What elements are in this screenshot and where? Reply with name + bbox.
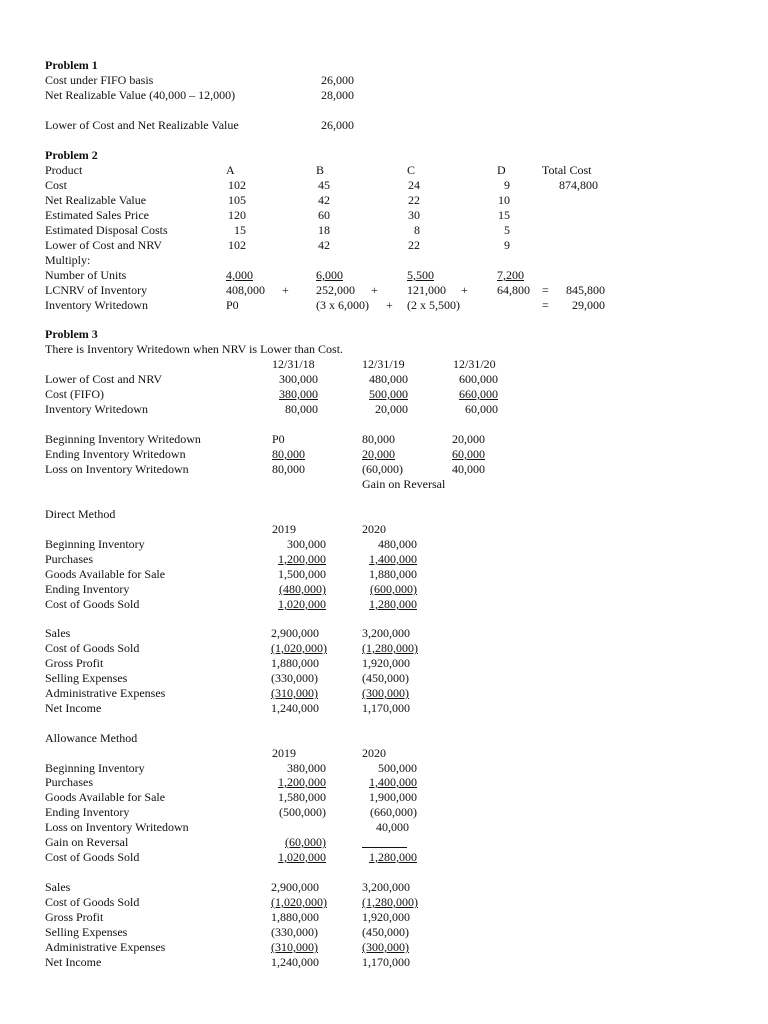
p2-units-c: 5,500 (407, 268, 434, 282)
p3-cell: 80,000 (272, 462, 305, 476)
allowance-cogs-cell: 380,000 (287, 761, 326, 775)
p3-row-label: Loss on Inventory Writedown (45, 462, 189, 476)
direct-cogs-text: 1,020,000 (278, 597, 326, 611)
p3-cell: 80,000 (362, 432, 395, 446)
direct-income-cell: 1,170,000 (362, 701, 410, 715)
p2-cell-a: 102 (228, 178, 246, 192)
direct-cogs-cell: 300,000 (287, 537, 326, 551)
allowance-cogs-label: Cost of Goods Sold (45, 850, 140, 864)
allowance-income-cell: (450,000) (362, 925, 409, 939)
p2-cell-c: 22 (408, 193, 420, 207)
direct-cogs-text: (600,000) (370, 582, 417, 596)
allowance-cogs-label: Gain on Reversal (45, 835, 129, 849)
direct-cogs-cell: 1,880,000 (369, 567, 417, 581)
allowance-income-label: Net Income (45, 955, 102, 969)
direct-cogs-cell (250, 597, 326, 611)
allowance-cogs-cell: (660,000) (370, 805, 417, 819)
p2-cell-a: 102 (228, 238, 246, 252)
p2-row-label: Estimated Sales Price (45, 208, 149, 222)
p3-cell (350, 387, 408, 401)
p3-cell-text: 660,000 (459, 387, 498, 401)
allowance-cogs-cell (250, 850, 326, 864)
p2-units-a: 4,000 (226, 268, 253, 282)
allowance-income-cell: (1,020,000) (271, 895, 327, 909)
direct-cogs-cell: 1,500,000 (278, 567, 326, 581)
p2-header-c: C (407, 163, 416, 177)
allowance-cogs-label: Ending Inventory (45, 805, 130, 819)
direct-income-cell: 1,920,000 (362, 656, 410, 670)
direct-income-label: Gross Profit (45, 656, 104, 670)
p3-cell: 20,000 (452, 432, 485, 446)
p2-header-total: Total Cost (542, 163, 592, 177)
p1-value-nrv: 28,000 (321, 88, 354, 102)
allowance-cogs-label: Purchases (45, 775, 93, 789)
allowance-income-label: Gross Profit (45, 910, 104, 924)
p2-cell-d: 9 (504, 238, 510, 252)
p3-row-label: Inventory Writedown (45, 402, 148, 416)
allowance-cogs-label: Loss on Inventory Writedown (45, 820, 189, 834)
p3-intro-text: There is Inventory Writedown when NRV is Lower than Cost. (45, 342, 344, 356)
p3-row-label: Beginning Inventory Writedown (45, 432, 201, 446)
p2-lcnrv-a: 408,000 (226, 283, 265, 297)
direct-year-header: 2020 (362, 522, 386, 536)
allowance-cogs-cell: (500,000) (279, 805, 326, 819)
p2-cell-b: 45 (318, 178, 330, 192)
p2-writedown-a: P0 (226, 298, 239, 312)
direct-income-cell: 2,900,000 (271, 626, 319, 640)
p1-label-nrv: Net Realizable Value (40,000 – 12,000) (45, 88, 236, 102)
p2-lcnrv-c: 121,000 (407, 283, 446, 297)
direct-income-cell: (310,000) (271, 686, 318, 700)
allowance-income-cell: (1,280,000) (362, 895, 418, 909)
direct-income-cell: 3,200,000 (362, 626, 410, 640)
direct-cogs-cell (341, 582, 417, 596)
p2-header-d: D (497, 163, 506, 177)
allowance-income-label: Administrative Expenses (45, 940, 166, 954)
allowance-cogs-text: 1,200,000 (278, 775, 326, 789)
p2-plus-sign: + (282, 283, 289, 297)
p2-header-a: A (226, 163, 235, 177)
p2-cell-b: 42 (318, 193, 330, 207)
allowance-cogs-cell: 1,580,000 (278, 790, 326, 804)
direct-cogs-cell (341, 597, 417, 611)
p3-cell (440, 387, 498, 401)
direct-income-cell: (300,000) (362, 686, 409, 700)
p3-cell: 60,000 (452, 447, 485, 461)
direct-cogs-label: Cost of Goods Sold (45, 597, 140, 611)
direct-method-title: Direct Method (45, 507, 116, 521)
p2-cell-c: 8 (414, 223, 420, 237)
p2-writedown-b: (3 x 6,000) (316, 298, 369, 312)
p3-date-header: 12/31/20 (453, 357, 496, 371)
p2-writedown-label: Inventory Writedown (45, 298, 148, 312)
p2-lcnrv-d: 64,800 (497, 283, 530, 297)
p3-row-label: Ending Inventory Writedown (45, 447, 186, 461)
p3-cell: 80,000 (272, 447, 305, 461)
p3-row-label: Lower of Cost and NRV (45, 372, 163, 386)
direct-income-cell: 1,240,000 (271, 701, 319, 715)
direct-cogs-label: Ending Inventory (45, 582, 130, 596)
direct-income-cell: (450,000) (362, 671, 409, 685)
allowance-cogs-label: Beginning Inventory (45, 761, 145, 775)
allowance-cogs-cell (341, 775, 417, 789)
p3-cell-text: 380,000 (279, 387, 318, 401)
direct-income-cell: (1,280,000) (362, 641, 418, 655)
p2-units-b: 6,000 (316, 268, 343, 282)
p3-date-header: 12/31/18 (272, 357, 315, 371)
direct-income-label: Selling Expenses (45, 671, 128, 685)
p1-value-fifo: 26,000 (321, 73, 354, 87)
direct-cogs-label: Purchases (45, 552, 93, 566)
direct-income-cell: (1,020,000) (271, 641, 327, 655)
blank-underline (362, 847, 407, 848)
p2-units-d: 7,200 (497, 268, 524, 282)
p2-cell-b: 42 (318, 238, 330, 252)
p3-cell (260, 387, 318, 401)
allowance-income-cell: (300,000) (362, 940, 409, 954)
p2-plus-sign: + (461, 283, 468, 297)
p2-cell-d: 9 (504, 178, 510, 192)
p3-cell: 40,000 (452, 462, 485, 476)
p2-lcnrv-total: 845,800 (566, 283, 605, 297)
p2-cell-c: 24 (408, 178, 420, 192)
p2-equals-sign: = (542, 283, 549, 297)
p2-cell-b: 60 (318, 208, 330, 222)
p2-row-label: Estimated Disposal Costs (45, 223, 168, 237)
allowance-cogs-cell: 500,000 (378, 761, 417, 775)
p2-cell-a: 15 (234, 223, 246, 237)
p2-lcnrv-label: LCNRV of Inventory (45, 283, 148, 297)
direct-cogs-text: 1,280,000 (369, 597, 417, 611)
p2-row-label: Lower of Cost and NRV (45, 238, 163, 252)
allowance-income-cell: 1,880,000 (271, 910, 319, 924)
direct-cogs-label: Beginning Inventory (45, 537, 145, 551)
allowance-year-header: 2020 (362, 746, 386, 760)
allowance-cogs-cell (250, 835, 326, 849)
p3-cell-text: 500,000 (369, 387, 408, 401)
p2-cell-c: 30 (408, 208, 420, 222)
direct-cogs-cell (250, 582, 326, 596)
allowance-income-cell: 1,170,000 (362, 955, 410, 969)
p1-value-lcnrv: 26,000 (321, 118, 354, 132)
allowance-cogs-label: Goods Available for Sale (45, 790, 166, 804)
p2-header-b: B (316, 163, 325, 177)
p3-cell: 20,000 (362, 447, 395, 461)
p2-plus-sign: + (386, 298, 393, 312)
allowance-income-cell: 2,900,000 (271, 880, 319, 894)
p2-cell-c: 22 (408, 238, 420, 252)
p2-cell-d: 5 (504, 223, 510, 237)
p3-cell: P0 (272, 432, 285, 446)
allowance-cogs-cell (341, 850, 417, 864)
direct-cogs-text: 1,400,000 (369, 552, 417, 566)
p2-cell-d: 10 (498, 193, 510, 207)
allowance-income-cell: (330,000) (271, 925, 318, 939)
p3-gain-note: Gain on Reversal (362, 477, 446, 491)
p2-row-label: Net Realizable Value (45, 193, 147, 207)
allowance-income-cell: (310,000) (271, 940, 318, 954)
p3-cell: (60,000) (362, 462, 403, 476)
direct-income-cell: 1,880,000 (271, 656, 319, 670)
allowance-income-cell: 1,920,000 (362, 910, 410, 924)
direct-cogs-text: 1,200,000 (278, 552, 326, 566)
p1-label-fifo: Cost under FIFO basis (45, 73, 154, 87)
allowance-income-label: Selling Expenses (45, 925, 128, 939)
p3-cell: 300,000 (279, 372, 318, 386)
p3-cell: 60,000 (465, 402, 498, 416)
allowance-cogs-text: 1,020,000 (278, 850, 326, 864)
allowance-income-label: Sales (45, 880, 71, 894)
problem-1-title: Problem 1 (45, 58, 98, 72)
allowance-cogs-text: 1,400,000 (369, 775, 417, 789)
p2-plus-sign: + (371, 283, 378, 297)
p2-cell-a: 120 (228, 208, 246, 222)
p3-cell: 80,000 (285, 402, 318, 416)
allowance-income-cell: 1,240,000 (271, 955, 319, 969)
p3-date-header: 12/31/19 (362, 357, 405, 371)
p2-writedown-total: 29,000 (572, 298, 605, 312)
p2-units-label: Number of Units (45, 268, 127, 282)
p2-cell-a: 105 (228, 193, 246, 207)
p2-writedown-c: (2 x 5,500) (407, 298, 460, 312)
p3-cell: 600,000 (459, 372, 498, 386)
problem-3-title: Problem 3 (45, 327, 98, 341)
allowance-cogs-cell: 40,000 (376, 820, 409, 834)
allowance-cogs-text: 1,280,000 (369, 850, 417, 864)
p1-label-lcnrv: Lower of Cost and Net Realizable Value (45, 118, 239, 132)
p2-cell-d: 15 (498, 208, 510, 222)
direct-cogs-cell (250, 552, 326, 566)
allowance-method-title: Allowance Method (45, 731, 138, 745)
direct-cogs-label: Goods Available for Sale (45, 567, 166, 581)
allowance-cogs-cell (250, 775, 326, 789)
p3-cell: 480,000 (369, 372, 408, 386)
p3-cell: 20,000 (375, 402, 408, 416)
p2-cell-total: 874,800 (559, 178, 598, 192)
allowance-income-cell: 3,200,000 (362, 880, 410, 894)
p2-header-product: Product (45, 163, 83, 177)
direct-income-label: Net Income (45, 701, 102, 715)
p2-equals-sign: = (542, 298, 549, 312)
p3-row-label: Cost (FIFO) (45, 387, 105, 401)
direct-cogs-text: (480,000) (279, 582, 326, 596)
direct-cogs-cell: 480,000 (378, 537, 417, 551)
direct-year-header: 2019 (272, 522, 296, 536)
p2-row-label: Cost (45, 178, 68, 192)
direct-income-label: Administrative Expenses (45, 686, 166, 700)
problem-2-title: Problem 2 (45, 148, 98, 162)
p2-cell-b: 18 (318, 223, 330, 237)
direct-income-label: Sales (45, 626, 71, 640)
direct-income-label: Cost of Goods Sold (45, 641, 140, 655)
p2-lcnrv-b: 252,000 (316, 283, 355, 297)
p2-multiply-label: Multiply: (45, 253, 91, 267)
allowance-year-header: 2019 (272, 746, 296, 760)
allowance-cogs-text: (60,000) (285, 835, 326, 849)
allowance-cogs-cell: 1,900,000 (369, 790, 417, 804)
direct-income-cell: (330,000) (271, 671, 318, 685)
direct-cogs-cell (341, 552, 417, 566)
allowance-income-label: Cost of Goods Sold (45, 895, 140, 909)
